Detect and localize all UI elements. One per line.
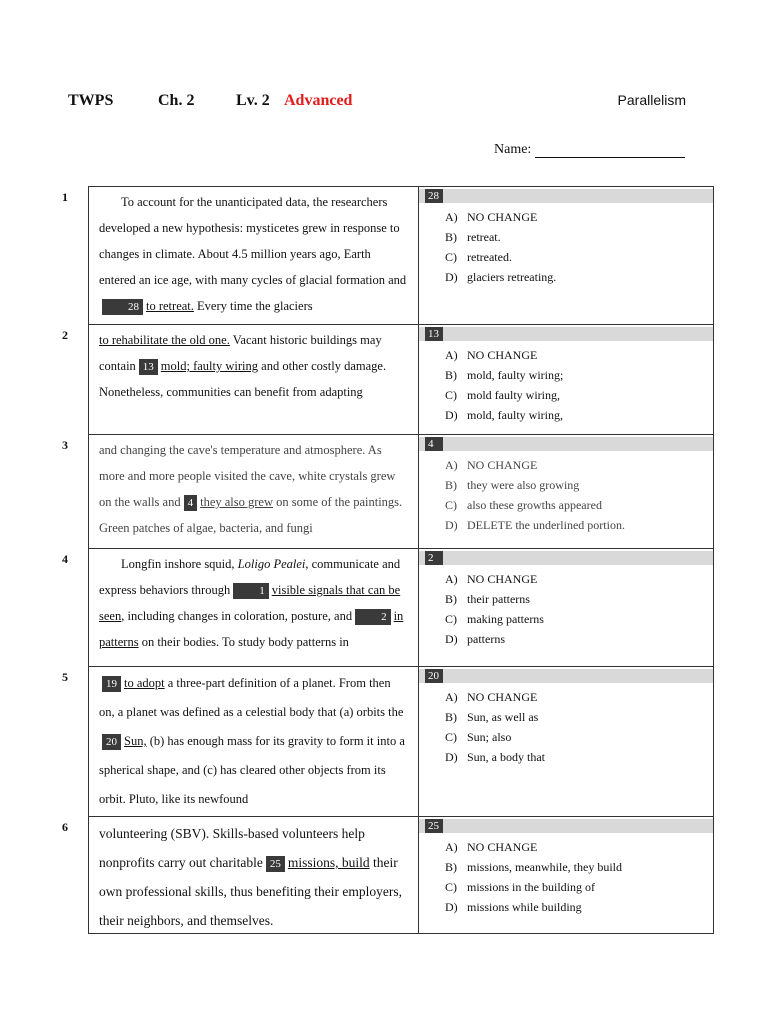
choice-c[interactable]: C) missions in the building of [445, 880, 596, 894]
question-number: 2 [425, 551, 443, 565]
choice-b[interactable]: B) they were also growing [445, 478, 580, 492]
choice-list [445, 569, 713, 649]
underlined-portion[interactable]: they also grew [200, 495, 273, 509]
name-blank-line [535, 143, 685, 158]
choice-c[interactable]: C) making patterns [445, 612, 544, 626]
name-label: Name: [494, 142, 532, 157]
choice-c[interactable]: C) also these growths appeared [445, 498, 602, 512]
choice-c[interactable]: C) mold faulty wiring, [445, 388, 560, 402]
underlined-portion[interactable]: in patterns [99, 609, 404, 649]
row-number: 3 [62, 438, 68, 452]
answer-panel [418, 666, 714, 816]
choice-d[interactable]: D) Sun, a body that [445, 750, 545, 764]
question-marker: 25 [266, 856, 285, 872]
topic-label: Parallelism [617, 92, 686, 108]
row-number: 2 [62, 328, 68, 342]
row-number: 5 [62, 670, 68, 684]
passage-text: Every time the glaciers [193, 299, 313, 313]
passage-text: their own professional skills, thus benefiting their employers, their neighbors, and themselves. [99, 855, 402, 928]
choice-c[interactable]: C) Sun; also [445, 730, 512, 744]
question-row [62, 186, 722, 324]
choice-a[interactable]: A) NO CHANGE [445, 840, 538, 854]
answer-panel [418, 324, 714, 434]
question-number: 13 [425, 327, 443, 341]
page-header [68, 92, 768, 122]
passage-text: and changing the cave's temperature and atmosphere. As more and more people visited the cave, white crystals grew on the walls and [99, 443, 396, 509]
passage-excerpt [88, 816, 418, 934]
passage-text: on some of the paintings. Green patches of algae, bacteria, and fungi [99, 495, 403, 535]
passage-excerpt [88, 186, 418, 324]
answer-header-bar [419, 437, 713, 451]
choice-d[interactable]: D) patterns [445, 632, 505, 646]
level-label: Lv. 2 [236, 92, 270, 109]
choice-b[interactable]: B) retreat. [445, 230, 501, 244]
passage-text: (b) has enough mass for its gravity to form it into a spherical shape, and (c) has cleared other objects from its orbit. Pluto, like its newfound [99, 734, 405, 806]
passage-text: on their bodies. To study body patterns in [138, 635, 349, 649]
choice-d[interactable]: D) DELETE the underlined portion. [445, 518, 625, 532]
passage-text: communicate and express behaviors through [99, 557, 401, 597]
answer-header-bar [419, 551, 713, 565]
answer-header-bar [419, 819, 713, 833]
passage-text: Vacant historic buildings may contain [99, 333, 382, 373]
choice-d[interactable]: D) mold, faulty wiring, [445, 408, 563, 422]
choice-c[interactable]: C) retreated. [445, 250, 512, 264]
answer-header-bar [419, 327, 713, 341]
choice-b[interactable]: B) their patterns [445, 592, 530, 606]
question-row [62, 816, 722, 934]
answer-header-bar [419, 189, 713, 203]
choice-a[interactable]: A) NO CHANGE [445, 348, 538, 362]
chapter-label: Ch. 2 [158, 92, 195, 109]
choice-a[interactable]: A) NO CHANGE [445, 458, 538, 472]
underlined-portion: to rehabilitate the old one. [99, 333, 230, 347]
choice-list [445, 345, 713, 425]
answer-panel [418, 816, 714, 934]
underlined-portion[interactable]: mold; faulty wiring [160, 359, 259, 373]
answer-panel [418, 548, 714, 666]
underlined-portion[interactable]: Sun, [124, 734, 147, 748]
choice-b[interactable]: B) Sun, as well as [445, 710, 539, 724]
underlined-portion[interactable]: missions, build [287, 855, 370, 870]
choice-list [445, 455, 713, 535]
question-row [62, 548, 722, 666]
answer-panel [418, 186, 714, 324]
passage-text: To account for the unanticipated data, the researchers developed a new hypothesis: mysticetes grew in response to changes in climate. About 4.5 million years ago, Earth entered an ice age, with many cycles of glacial formation and [99, 195, 407, 287]
passage-text: volunteering (SBV). Skills-based volunteers help nonprofits carry out charitable [99, 826, 365, 870]
passage-excerpt [88, 666, 418, 816]
row-number: 1 [62, 190, 68, 204]
underlined-portion[interactable]: to adopt [124, 676, 165, 690]
series-title: TWPS [68, 92, 114, 109]
choice-b[interactable]: B) missions, meanwhile, they build [445, 860, 622, 874]
passage-text: a three-part definition of a planet. From then on, a planet was defined as a celestial body that (a) orbits the [99, 676, 404, 719]
question-row [62, 324, 722, 434]
choice-list [445, 687, 713, 767]
question-marker: 13 [139, 359, 158, 375]
passage-excerpt [88, 324, 418, 434]
choice-list [445, 207, 713, 287]
question-number: 20 [425, 669, 443, 683]
row-number: 6 [62, 820, 68, 834]
choice-d[interactable]: D) glaciers retreating. [445, 270, 557, 284]
question-number: 25 [425, 819, 443, 833]
choice-d[interactable]: D) missions while building [445, 900, 582, 914]
choice-a[interactable]: A) NO CHANGE [445, 572, 538, 586]
question-number: 28 [425, 189, 443, 203]
choice-list [445, 837, 713, 917]
question-marker: 1 [233, 583, 269, 599]
question-number: 4 [425, 437, 443, 451]
answer-header-bar [419, 669, 713, 683]
question-marker: 20 [102, 734, 121, 750]
question-marker: 4 [184, 495, 198, 511]
underlined-portion[interactable]: to retreat. [146, 299, 194, 313]
difficulty-label: Advanced [284, 92, 353, 109]
name-field [494, 142, 685, 158]
passage-excerpt [88, 434, 418, 548]
row-number: 4 [62, 552, 68, 566]
question-row [62, 666, 722, 816]
passage-text: Longfin inshore squid, [121, 557, 235, 571]
choice-a[interactable]: A) NO CHANGE [445, 690, 538, 704]
choice-a[interactable]: A) NO CHANGE [445, 210, 538, 224]
question-row [62, 434, 722, 548]
passage-excerpt [88, 548, 418, 666]
underlined-portion[interactable]: visible signals that can be seen [99, 583, 401, 623]
question-table [62, 186, 722, 934]
answer-panel [418, 434, 714, 548]
passage-text: and other costly damage. Nonetheless, communities can benefit from adapting [99, 359, 387, 399]
question-marker: 28 [102, 299, 143, 315]
choice-b[interactable]: B) mold, faulty wiring; [445, 368, 564, 382]
question-marker: 2 [355, 609, 391, 625]
question-marker: 19 [102, 676, 121, 692]
species-name: Loligo Pealei, [237, 557, 309, 571]
passage-text: , including changes in coloration, posture, and [121, 609, 353, 623]
